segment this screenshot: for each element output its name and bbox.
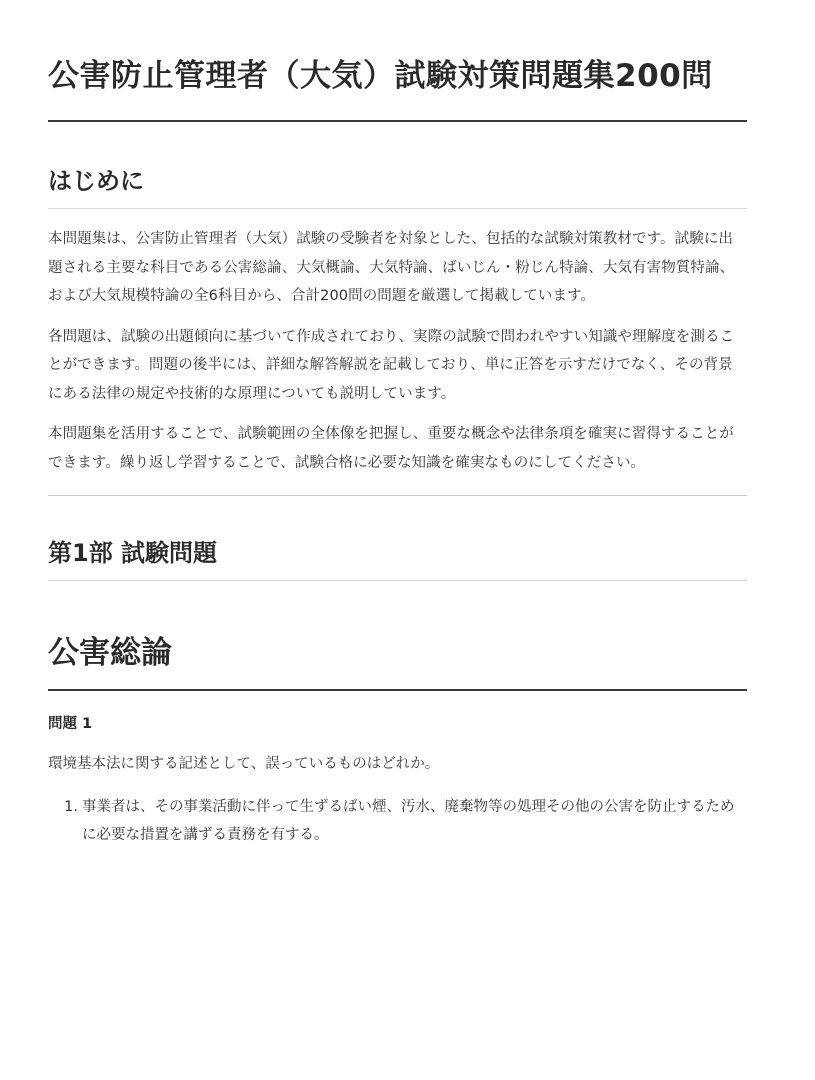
answer-choices [48, 793, 747, 849]
section-heading: 公害総論 [48, 635, 172, 671]
question-label: 問題 1 [48, 716, 93, 732]
intro-paragraph-3: 本問題集を活用することで、試験範囲の全体像を把握し、重要な概念や法律条項を確実に習得することができます。繰り返し学習することで、試験合格に必要な知識を確実なものにしてください。 [48, 426, 734, 471]
section-divider [48, 689, 747, 691]
intro-end-divider [48, 495, 747, 496]
question-text: 環境基本法に関する記述として、誤っているものはどれか。 [48, 756, 440, 772]
part-heading: 第1部 試験問題 [48, 539, 218, 567]
title-divider [48, 120, 747, 122]
choice-text: 事業者は、その事業活動に伴って生ずるばい煙、汚水、廃棄物等の処理その他の公害を防止するために必要な措置を講ずる責務を有する。 [82, 799, 735, 843]
intro-paragraph-2: 各問題は、試験の出題傾向に基づいて作成されており、実際の試験で問われやすい知識や理解度を測ることができます。問題の後半には、詳細な解答解説を記載しており、単に正答を示すだけでなく、その背景にある法律の規定や技術的な原理についても説明しています。 [48, 328, 735, 402]
intro-paragraph-1: 本問題集は、公害防止管理者（大気）試験の受験者を対象とした、包括的な試験対策教材です。試験に出題される主要な科目である公害総論、大気概論、大気特論、ばいじん・粉じん特論、大気有害物質特論、および大気規模特論の全6科目から、合計200問の問題を厳選して掲載しています。 [48, 231, 735, 304]
intro-heading-divider [48, 208, 747, 209]
choice-number: 1. [64, 799, 78, 815]
answer-choice [48, 793, 747, 849]
intro-heading: はじめに [48, 167, 144, 195]
document-title: 公害防止管理者（大気）試験対策問題集200問 [48, 58, 713, 94]
part-heading-divider [48, 580, 747, 581]
